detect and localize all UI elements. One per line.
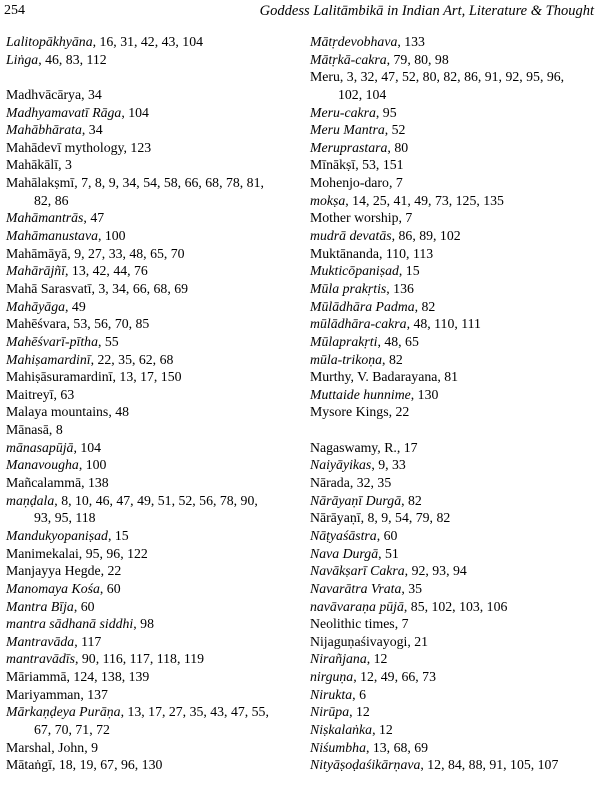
index-term: Murthy, V. Badarayana xyxy=(310,369,438,385)
page-references: , 21 xyxy=(407,633,429,649)
page-references: , 6 xyxy=(352,686,366,702)
index-term: Mukticōpaniṣad xyxy=(310,263,399,279)
index-term: Mīnākṣī xyxy=(310,157,356,173)
page-references: , 90, 116, 117, 118, 119 xyxy=(75,651,205,667)
index-term: Nārāyaṇī xyxy=(310,510,361,526)
page-references: , 123 xyxy=(123,139,152,155)
page-references: , 136 xyxy=(386,280,414,296)
page-references: , 52 xyxy=(384,122,406,138)
index-entry xyxy=(310,721,598,739)
page-references: , 12 xyxy=(349,704,370,720)
index-term: Mohenjo-daro xyxy=(310,175,389,191)
index-term: Nārāyaṇī Durgā xyxy=(310,492,402,508)
page-references: , 12 xyxy=(372,721,393,737)
index-entry xyxy=(310,545,598,563)
running-title: Goddess Lalitāmbikā in Indian Art, Literature & Thought xyxy=(259,3,594,19)
page-references: , 86, 89, 102 xyxy=(391,228,461,244)
page-references: , 130 xyxy=(410,386,439,402)
index-entry xyxy=(310,227,598,245)
index-entry xyxy=(6,615,290,633)
index-entry xyxy=(6,439,290,457)
page-references: , 48 xyxy=(108,404,130,420)
page-references: , 34 xyxy=(81,122,103,138)
page-references: , 100 xyxy=(97,228,126,244)
index-entry-continuation: 102, 104 xyxy=(338,86,387,102)
index-term: Mahā Sarasvatī xyxy=(6,280,92,296)
index-entry xyxy=(310,403,598,421)
index-entry xyxy=(6,33,290,51)
page-references: , 12 xyxy=(366,651,388,667)
index-entry xyxy=(310,33,598,51)
page-number: 254 xyxy=(4,3,25,18)
page-references: , 104 xyxy=(121,104,149,120)
index-term: mudrā devatās xyxy=(310,228,392,244)
index-term: Mahārājñī xyxy=(6,263,66,279)
page-references: , 79, 80, 98 xyxy=(386,51,449,67)
index-entry xyxy=(6,368,290,386)
index-entry xyxy=(310,686,598,704)
page-references: , 60 xyxy=(73,598,95,614)
index-entry xyxy=(310,280,598,298)
page-references: , 34 xyxy=(81,86,102,102)
page-references: , 53, 56, 70, 85 xyxy=(66,316,150,332)
index-term: Mahāyāga xyxy=(6,298,66,314)
index-entry xyxy=(310,245,598,263)
index-term: Mantravāda xyxy=(6,633,75,649)
index-entry xyxy=(310,209,598,227)
index-entry xyxy=(6,104,290,122)
index-entry xyxy=(310,615,598,633)
letter-gap xyxy=(6,68,290,86)
index-entry xyxy=(6,456,290,474)
index-entry xyxy=(6,545,290,563)
index-entry xyxy=(6,527,290,545)
index-entry xyxy=(6,51,290,69)
index-entry xyxy=(310,527,598,545)
page-references: , 137 xyxy=(80,686,108,702)
index-term: Neolithic times xyxy=(310,616,395,632)
index-entry xyxy=(310,139,598,157)
index-entry xyxy=(6,668,290,686)
index-entry xyxy=(310,174,598,192)
page-references: , 15 xyxy=(107,527,129,543)
index-term: Mantra Bīja xyxy=(6,598,74,614)
page-references: , 55 xyxy=(97,333,119,349)
page-references: , 9 xyxy=(84,739,98,755)
index-term: Liṅga xyxy=(6,51,39,67)
page-references: , 82 xyxy=(401,492,422,508)
index-term: Nava Durgā xyxy=(310,545,379,561)
index-entry xyxy=(6,633,290,651)
index-term: Mahāmanustava xyxy=(6,228,98,244)
page-references: , 22, 35, 62, 68 xyxy=(90,351,174,367)
index-term: Mātaṅgī xyxy=(6,757,52,773)
index-term: mānasapūjā xyxy=(6,439,74,455)
index-term: maṇḍala xyxy=(6,492,55,508)
page-references: , 48, 110, 111 xyxy=(406,316,481,332)
index-entry xyxy=(310,68,598,86)
page-references: , 14, 25, 41, 49, 73, 125, 135 xyxy=(345,192,504,208)
page-references: , 7, 8, 9, 34, 54, 58, 66, 68, 78, 81, xyxy=(74,175,264,191)
page-references: , 3 xyxy=(58,157,72,173)
index-term: Mahāmantrās xyxy=(6,210,84,226)
index-term: Mother worship xyxy=(310,210,399,226)
index-term: Lalitopākhyāna xyxy=(6,34,93,49)
index-term: Mahākālī xyxy=(6,157,59,173)
index-term: Meru xyxy=(310,69,340,85)
index-term: Mahāmāyā xyxy=(6,245,68,261)
index-entry xyxy=(310,156,598,174)
page-references: , 8 xyxy=(48,422,63,438)
page-references: , 110, 113 xyxy=(378,245,434,261)
page-references: , 3, 34, 66, 68, 69 xyxy=(91,280,189,296)
index-term: Mahābhārata xyxy=(6,122,82,138)
index-term: Mahiṣāsuramardinī xyxy=(6,369,113,385)
index-entry xyxy=(310,51,598,69)
index-term: Manavougha xyxy=(6,457,79,473)
index-entry xyxy=(310,474,598,492)
index-term: Navarātra Vrata xyxy=(310,580,402,596)
index-entry xyxy=(310,121,598,139)
index-term: Mahiṣamardinī xyxy=(6,351,91,367)
index-term: Mysore Kings xyxy=(310,404,389,420)
index-entry xyxy=(6,474,290,492)
index-term: mūlādhāra-cakra xyxy=(310,316,407,332)
index-term: Mañcalammā xyxy=(6,475,82,491)
page-references: , 48, 65 xyxy=(377,333,419,349)
index-term: Meruprastara xyxy=(310,139,388,155)
index-entry xyxy=(310,386,598,404)
index-entry xyxy=(6,333,290,351)
index-term: mūla-trikoṇa xyxy=(310,351,383,367)
page-references: , 117 xyxy=(74,633,102,649)
page-references: , 13, 68, 69 xyxy=(365,739,429,755)
index-entry xyxy=(6,598,290,616)
index-entry xyxy=(6,174,290,192)
index-entry-continuation: 67, 70, 71, 72 xyxy=(34,721,110,737)
index-term: mokṣa xyxy=(310,192,346,208)
page-references: , 133 xyxy=(397,34,425,49)
index-term: Nāṭyaśāstra xyxy=(310,527,377,543)
index-term: Mūlaprakṛti xyxy=(310,333,378,349)
index-entry xyxy=(310,703,598,721)
index-term: Nagaswamy, R. xyxy=(310,439,397,455)
index-term: Naiyāyikas xyxy=(310,457,372,473)
index-entry xyxy=(6,86,290,104)
index-entry xyxy=(6,403,290,421)
index-entry xyxy=(6,351,290,369)
index-term: Manomaya Kośa xyxy=(6,580,100,596)
index-entry xyxy=(310,633,598,651)
index-entry xyxy=(6,686,290,704)
page-references: , 7 xyxy=(394,616,409,632)
index-entry xyxy=(310,298,598,316)
index-entry xyxy=(6,739,290,757)
index-term: Muktānanda xyxy=(310,245,379,261)
index-entry xyxy=(6,262,290,280)
index-entry xyxy=(310,104,598,122)
index-term: Madhyamavatī Rāga xyxy=(6,104,122,120)
page-references: , 63 xyxy=(53,386,75,402)
index-term: Niśumbha xyxy=(310,739,366,755)
page-references: , 16, 31, 42, 43, 104 xyxy=(92,34,203,49)
index-term: Nārada xyxy=(310,475,350,491)
index-term: mantra sādhanā siddhi xyxy=(6,616,134,632)
index-entry xyxy=(310,333,598,351)
index-entry xyxy=(6,227,290,245)
index-entry xyxy=(310,439,598,457)
index-term: Niṣkalaṅka xyxy=(310,721,373,737)
index-entry xyxy=(6,280,290,298)
index-entry-continuation: 82, 86 xyxy=(34,192,69,208)
index-entry xyxy=(310,192,598,210)
index-term: Nityāṣoḍaśikārṇava xyxy=(310,757,421,773)
index-term: Navākṣarī Cakra xyxy=(310,563,405,579)
page-references: , 80 xyxy=(387,139,409,155)
index-term: Mānasā xyxy=(6,422,49,438)
page-references: , 8, 9, 54, 79, 82 xyxy=(360,510,451,526)
index-term: Muttaide hunnime xyxy=(310,386,411,402)
index-entry xyxy=(310,668,598,686)
index-entry-continuation: 93, 95, 118 xyxy=(34,510,96,526)
index-term: Malaya mountains xyxy=(6,404,109,420)
page-references: , 47 xyxy=(83,210,105,226)
index-term: Maitreyī xyxy=(6,386,54,402)
index-term: Nijaguṇaśivayogi xyxy=(310,633,408,649)
page-references: , 138 xyxy=(81,475,109,491)
index-term: Mātṛkā-cakra xyxy=(310,51,387,67)
index-entry xyxy=(6,492,290,510)
page-references: , 13, 42, 44, 76 xyxy=(65,263,148,279)
index-entry xyxy=(310,580,598,598)
page-references: , 22 xyxy=(100,563,122,579)
index-entry xyxy=(6,156,290,174)
page-references: , 85, 102, 103, 106 xyxy=(403,598,508,614)
page-references: , 7 xyxy=(388,175,403,191)
page-references: , 12, 49, 66, 73 xyxy=(353,669,436,685)
index-entry xyxy=(310,739,598,757)
page-references: , 51 xyxy=(378,545,399,561)
index-column-left xyxy=(6,33,290,774)
page-references: , 13, 17, 27, 35, 43, 47, 55, xyxy=(120,704,269,720)
index-entry xyxy=(310,756,598,774)
page-references: , 7 xyxy=(398,210,413,226)
page-references: , 53, 151 xyxy=(355,157,404,173)
index-entry xyxy=(310,562,598,580)
index-entry xyxy=(6,562,290,580)
index-entry xyxy=(6,386,290,404)
page-references: , 124, 138, 139 xyxy=(66,669,150,685)
letter-gap xyxy=(310,421,598,439)
index-term: Mātṛdevobhava xyxy=(310,34,398,49)
index-entry xyxy=(6,315,290,333)
index-entry xyxy=(6,139,290,157)
page-references: , 15 xyxy=(398,263,420,279)
index-term: nirguṇa xyxy=(310,669,354,685)
page-references: , 81 xyxy=(437,369,459,385)
index-term: Marshal, John xyxy=(6,739,85,755)
index-term: Meru-cakra xyxy=(310,104,376,120)
index-entry xyxy=(310,598,598,616)
index-entry xyxy=(6,580,290,598)
page-references: , 100 xyxy=(78,457,107,473)
index-term: Mariyamman xyxy=(6,686,81,702)
page-references: , 82 xyxy=(414,298,436,314)
index-term: Nirūpa xyxy=(310,704,350,720)
index-term: Manjayya Hegde xyxy=(6,563,101,579)
index-term: Māriammā xyxy=(6,669,67,685)
index-entry xyxy=(310,650,598,668)
index-term: Mandukyopaniṣad xyxy=(6,527,108,543)
index-entry xyxy=(6,245,290,263)
index-entry xyxy=(6,650,290,668)
index-term: Mahālakṣmī xyxy=(6,175,75,191)
index-term: Meru Mantra xyxy=(310,122,385,138)
page-references: , 13, 17, 150 xyxy=(112,369,182,385)
page-references: , 98 xyxy=(133,616,154,632)
page-references: , 35 xyxy=(401,580,423,596)
page-references: , 95 xyxy=(375,104,397,120)
index-term: Nirañjana xyxy=(310,651,367,667)
index-entry xyxy=(310,262,598,280)
page-header xyxy=(4,3,594,23)
index-term: navāvaraṇa pūjā xyxy=(310,598,404,614)
page-references: , 60 xyxy=(99,580,121,596)
page-references: , 32, 35 xyxy=(349,475,392,491)
page-references: , 12, 84, 88, 91, 105, 107 xyxy=(420,757,559,773)
index-entry xyxy=(6,298,290,316)
index-entry xyxy=(310,509,598,527)
index-entry xyxy=(6,756,290,774)
index-entry xyxy=(310,368,598,386)
index-term: Mahēśvarī-pītha xyxy=(6,333,98,349)
index-entry xyxy=(310,456,598,474)
index-entry xyxy=(310,492,598,510)
index-entry xyxy=(310,351,598,369)
page-references: , 46, 83, 112 xyxy=(38,51,107,67)
index-term: Mūlādhāra Padma xyxy=(310,298,415,314)
index-term: Madhvācārya xyxy=(6,86,82,102)
page-references: , 49 xyxy=(65,298,86,314)
page-references: , 9, 27, 33, 48, 65, 70 xyxy=(67,245,185,261)
index-term: mantravādīs xyxy=(6,651,75,667)
index-column-right xyxy=(310,33,598,774)
index-term: Mūla prakṛtis xyxy=(310,280,387,296)
index-term: Mahādevī mythology xyxy=(6,139,124,155)
index-entry xyxy=(6,421,290,439)
page-references: , 9, 33 xyxy=(371,457,406,473)
page-references: , 18, 19, 67, 96, 130 xyxy=(51,757,163,773)
index-term: Mahēśvara xyxy=(6,316,67,332)
page-references: , 60 xyxy=(376,527,398,543)
index-entry xyxy=(310,315,598,333)
page-references: , 92, 93, 94 xyxy=(404,563,467,579)
page-references: , 22 xyxy=(388,404,410,420)
index-term: Nirukta xyxy=(310,686,353,702)
page-references: , 3, 32, 47, 52, 80, 82, 86, 91, 92, 95, 96, xyxy=(339,69,565,85)
page-references: , 82 xyxy=(382,351,403,367)
index-entry xyxy=(6,121,290,139)
page-references: , 8, 10, 46, 47, 49, 51, 52, 56, 78, 90, xyxy=(54,492,258,508)
index-term: Manimekalai xyxy=(6,545,79,561)
page-references: , 95, 96, 122 xyxy=(78,545,148,561)
index-entry xyxy=(6,209,290,227)
index-term: Mārkaṇḍeya Purāṇa xyxy=(6,704,121,720)
page-references: , 17 xyxy=(396,439,418,455)
index-entry xyxy=(6,703,290,721)
page-references: , 104 xyxy=(73,439,102,455)
